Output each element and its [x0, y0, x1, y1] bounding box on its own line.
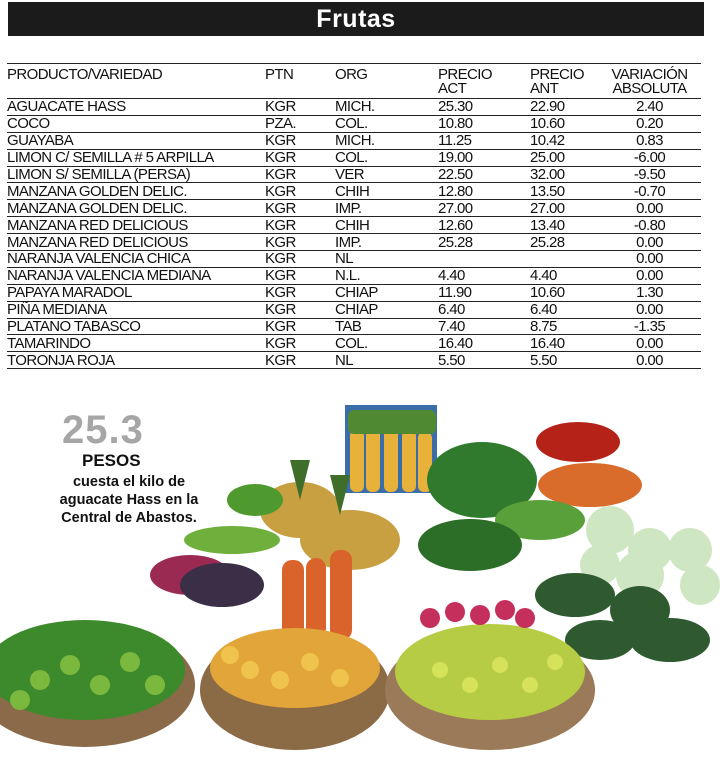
- table-row: [7, 234, 701, 251]
- header-variacion: VARIACIÓN ABSOLUTA: [598, 64, 701, 99]
- cell-precio-ant: 32.00: [530, 166, 598, 183]
- cell-ptn: KGR: [265, 132, 335, 149]
- cell-org: CHIH: [335, 217, 438, 234]
- table-row: [7, 115, 701, 132]
- cell-producto: TAMARINDO: [7, 335, 265, 352]
- cell-precio-act: 6.40: [438, 301, 530, 318]
- table-row: [7, 200, 701, 217]
- price-table: [7, 63, 701, 369]
- cell-precio-act: 12.60: [438, 217, 530, 234]
- cell-precio-act: 25.28: [438, 234, 530, 251]
- cell-precio-ant: 6.40: [530, 301, 598, 318]
- cell-ptn: KGR: [265, 183, 335, 200]
- cell-precio-ant: 22.90: [530, 99, 598, 116]
- cell-precio-ant: [530, 251, 598, 268]
- cell-precio-ant: 10.60: [530, 115, 598, 132]
- cell-producto: PLATANO TABASCO: [7, 318, 265, 335]
- cell-precio-ant: 27.00: [530, 200, 598, 217]
- cell-ptn: KGR: [265, 251, 335, 268]
- cell-org: MICH.: [335, 132, 438, 149]
- cell-variacion: 0.00: [598, 335, 701, 352]
- cell-ptn: KGR: [265, 200, 335, 217]
- cell-precio-act: 25.30: [438, 99, 530, 116]
- cell-producto: AGUACATE HASS: [7, 99, 265, 116]
- cell-ptn: KGR: [265, 166, 335, 183]
- section-title: Frutas: [316, 5, 396, 33]
- cell-ptn: KGR: [265, 335, 335, 352]
- table-row: [7, 267, 701, 284]
- cell-variacion: -1.35: [598, 318, 701, 335]
- cell-ptn: KGR: [265, 149, 335, 166]
- cell-org: CHIAP: [335, 284, 438, 301]
- cell-precio-ant: 16.40: [530, 335, 598, 352]
- cell-variacion: -0.70: [598, 183, 701, 200]
- cell-variacion: 1.30: [598, 284, 701, 301]
- cell-org: CHIH: [335, 183, 438, 200]
- cell-producto: PIÑA MEDIANA: [7, 301, 265, 318]
- cell-precio-act: 27.00: [438, 200, 530, 217]
- cell-org: TAB: [335, 318, 438, 335]
- cell-precio-ant: 25.28: [530, 234, 598, 251]
- table-row: [7, 132, 701, 149]
- cell-precio-ant: 4.40: [530, 267, 598, 284]
- cell-producto: MANZANA GOLDEN DELIC.: [7, 200, 265, 217]
- cell-precio-act: 7.40: [438, 318, 530, 335]
- cell-variacion: -0.80: [598, 217, 701, 234]
- cell-producto: GUAYABA: [7, 132, 265, 149]
- cell-precio-act: 22.50: [438, 166, 530, 183]
- cell-precio-act: 12.80: [438, 183, 530, 200]
- cell-ptn: KGR: [265, 284, 335, 301]
- cell-ptn: KGR: [265, 267, 335, 284]
- table-row: [7, 335, 701, 352]
- header-precio-act: PRECIO ACT: [438, 64, 530, 99]
- cell-precio-ant: 5.50: [530, 352, 598, 369]
- header-ptn: PTN: [265, 64, 335, 99]
- cell-org: COL.: [335, 115, 438, 132]
- cell-precio-act: [438, 251, 530, 268]
- cell-variacion: 2.40: [598, 99, 701, 116]
- cell-org: NL: [335, 352, 438, 369]
- cell-producto: NARANJA VALENCIA CHICA: [7, 251, 265, 268]
- table-row: [7, 99, 701, 116]
- cell-org: NL: [335, 251, 438, 268]
- market-produce-photo: [0, 400, 720, 770]
- table-row: [7, 149, 701, 166]
- cell-producto: PAPAYA MARADOL: [7, 284, 265, 301]
- cell-precio-ant: 8.75: [530, 318, 598, 335]
- table-row: [7, 183, 701, 200]
- table-row: [7, 301, 701, 318]
- cell-precio-ant: 13.40: [530, 217, 598, 234]
- cell-precio-act: 10.80: [438, 115, 530, 132]
- table-row: [7, 352, 701, 369]
- cell-org: IMP.: [335, 200, 438, 217]
- cell-variacion: 0.00: [598, 234, 701, 251]
- cell-org: MICH.: [335, 99, 438, 116]
- cell-variacion: -6.00: [598, 149, 701, 166]
- highlight-unit: PESOS: [82, 451, 141, 470]
- highlight-caption: cuesta el kilo de aguacate Hass en la Central de Abastos.: [59, 474, 199, 526]
- cell-variacion: 0.20: [598, 115, 701, 132]
- cell-producto: LIMON S/ SEMILLA (PERSA): [7, 166, 265, 183]
- cell-producto: NARANJA VALENCIA MEDIANA: [7, 267, 265, 284]
- cell-producto: COCO: [7, 115, 265, 132]
- cell-producto: MANZANA RED DELICIOUS: [7, 234, 265, 251]
- cell-variacion: -9.50: [598, 166, 701, 183]
- cell-ptn: PZA.: [265, 115, 335, 132]
- cell-producto: LIMON C/ SEMILLA # 5 ARPILLA: [7, 149, 265, 166]
- cell-org: CHIAP: [335, 301, 438, 318]
- cell-ptn: KGR: [265, 352, 335, 369]
- header-org: ORG: [335, 64, 438, 99]
- cell-precio-ant: 10.42: [530, 132, 598, 149]
- cell-precio-act: 16.40: [438, 335, 530, 352]
- table-row: [7, 284, 701, 301]
- cell-producto: TORONJA ROJA: [7, 352, 265, 369]
- table-row: [7, 166, 701, 183]
- cell-precio-ant: 10.60: [530, 284, 598, 301]
- cell-variacion: 0.00: [598, 352, 701, 369]
- cell-precio-act: 4.40: [438, 267, 530, 284]
- header-producto: PRODUCTO/VARIEDAD: [7, 64, 265, 99]
- cell-org: VER: [335, 166, 438, 183]
- table-row: [7, 318, 701, 335]
- cell-variacion: 0.00: [598, 267, 701, 284]
- cell-precio-act: 11.90: [438, 284, 530, 301]
- table-header-row: [7, 64, 701, 99]
- highlight-value: 25.3: [62, 408, 144, 452]
- cell-variacion: 0.00: [598, 301, 701, 318]
- cell-producto: MANZANA RED DELICIOUS: [7, 217, 265, 234]
- cell-variacion: 0.00: [598, 251, 701, 268]
- cell-org: IMP.: [335, 234, 438, 251]
- cell-org: COL.: [335, 335, 438, 352]
- cell-precio-ant: 13.50: [530, 183, 598, 200]
- cell-ptn: KGR: [265, 301, 335, 318]
- cell-ptn: KGR: [265, 234, 335, 251]
- cell-ptn: KGR: [265, 217, 335, 234]
- cell-precio-act: 5.50: [438, 352, 530, 369]
- cell-ptn: KGR: [265, 99, 335, 116]
- header-precio-ant: PRECIO ANT: [530, 64, 598, 99]
- cell-org: COL.: [335, 149, 438, 166]
- table-row: [7, 217, 701, 234]
- cell-precio-act: 11.25: [438, 132, 530, 149]
- section-title-banner: [8, 2, 704, 36]
- cell-org: N.L.: [335, 267, 438, 284]
- table-row: [7, 251, 701, 268]
- cell-variacion: 0.83: [598, 132, 701, 149]
- cell-precio-ant: 25.00: [530, 149, 598, 166]
- cell-ptn: KGR: [265, 318, 335, 335]
- cell-producto: MANZANA GOLDEN DELIC.: [7, 183, 265, 200]
- cell-variacion: 0.00: [598, 200, 701, 217]
- cell-precio-act: 19.00: [438, 149, 530, 166]
